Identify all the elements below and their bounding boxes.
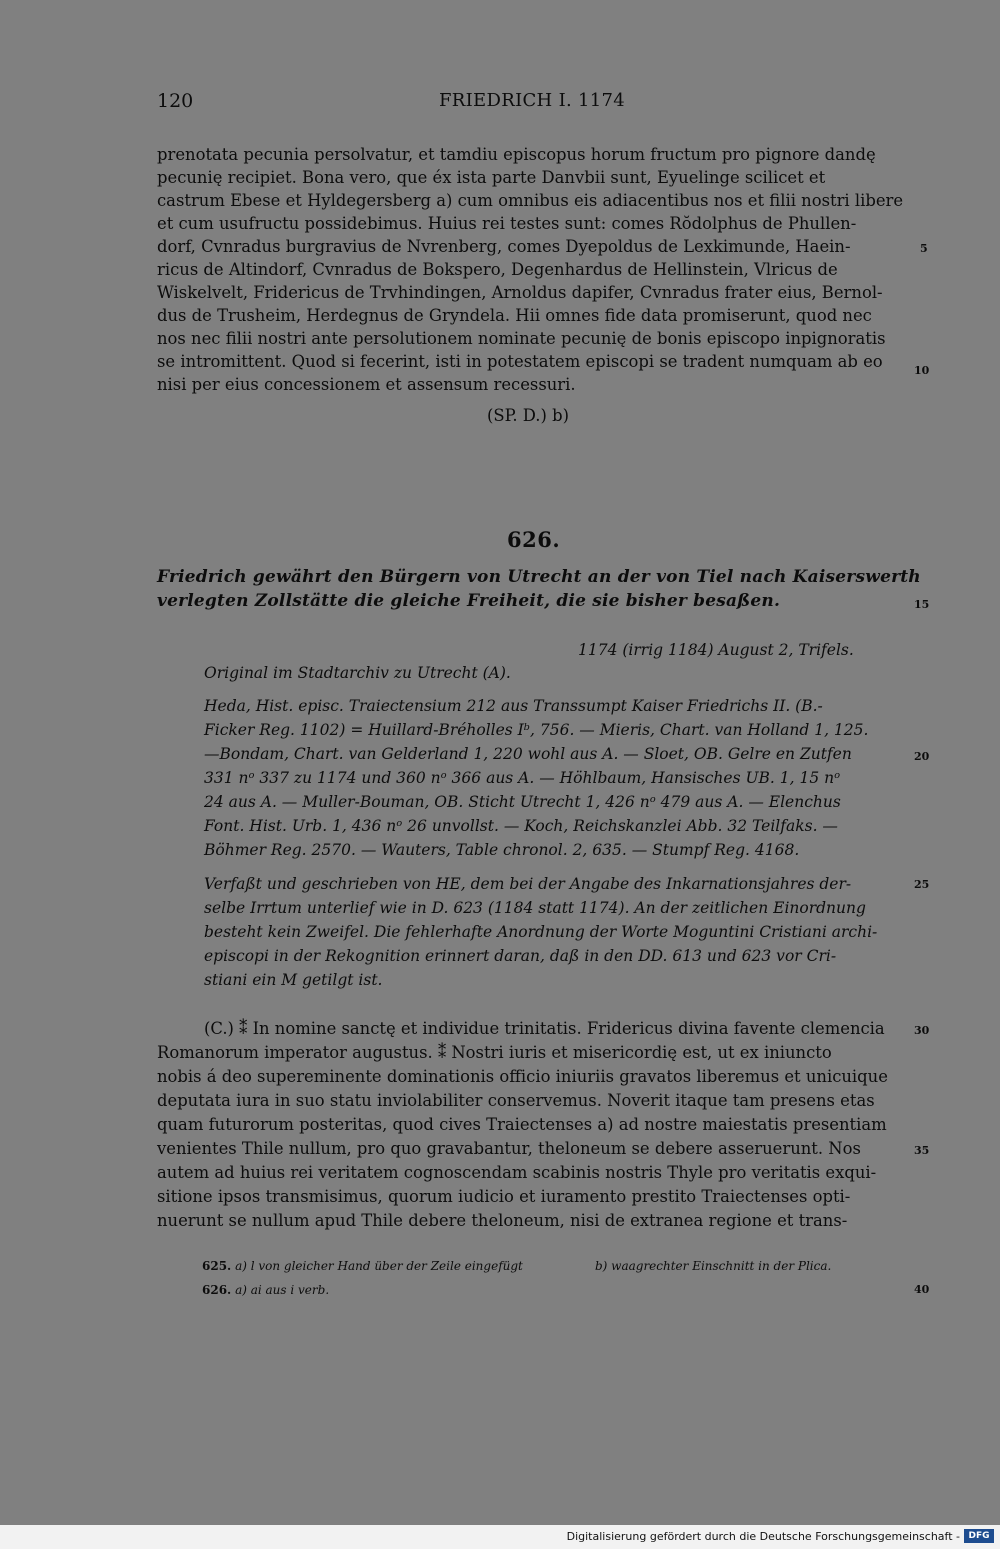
dfg-logo[interactable]: DFG [964,1529,994,1543]
charter-line: venientes Thile nullum, pro quo gravabantur, theloneum se debere asseruerunt. Nos [157,1139,861,1158]
commentary-line: selbe Irrtum unterlief wie in D. 623 (1184 statt 1174). An der zeitlichen Einordnung [204,899,866,917]
running-title: FRIEDRICH I. 1174 [439,90,626,111]
line-number: 35 [914,1144,930,1157]
line-number: 10 [914,364,930,377]
line-number: 40 [914,1283,930,1296]
editions-line: —Bondam, Chart. van Gelderland 1, 220 wohl aus A. — Sloet, OB. Gelre en Zutfen [204,745,852,763]
editions-line: Font. Hist. Urb. 1, 436 nᵒ 26 unvollst. — Koch, Reichskanzlei Abb. 32 Teilfaks. — [204,817,838,835]
text-line: castrum Ebese et Hyldegersberg a) cum omnibus eis adiacentibus nos et filii nostri libere [157,191,904,210]
editions-line: 331 nᵒ 337 zu 1174 und 360 nᵒ 366 aus A. — Höhlbaum, Hansisches UB. 1, 15 nᵒ [204,769,841,787]
funding-text: Digitalisierung gefördert durch die Deutsche Forschungsgemeinschaft - [566,1530,960,1543]
editions-line: Ficker Reg. 1102) = Huillard-Bréholles Iᵇ, 756. — Mieris, Chart. van Holland 1, 125. [204,721,869,739]
charter-line: autem ad huius rei veritatem cognoscendam scabinis nostris Thyle pro veritatis exqui- [157,1163,877,1182]
document-summary-line: Friedrich gewährt den Bürgern von Utrecht an der von Tiel nach Kaiserswerth [157,567,921,587]
page-number: 120 [157,90,194,112]
commentary-line: stiani ein M getilgt ist. [204,971,383,989]
footnote-a: a) l von gleicher Hand über der Zeile eingefügt [235,1259,523,1273]
running-head [157,90,902,118]
line-number: 15 [914,598,930,611]
text-line: dorf, Cvnradus burgravius de Nvrenberg, comes Dyepoldus de Lexkimunde, Haein- [157,237,851,256]
text-line: nisi per eius concessionem et assensum recessuri. [157,375,576,394]
funding-bar [0,1525,1000,1549]
line-number: 30 [914,1024,930,1037]
original-note: Original im Stadtarchiv zu Utrecht (A). [204,664,511,682]
text-line: Wiskelvelt, Fridericus de Trvhindingen, Arnoldus dapifer, Cvnradus frater eius, Bernol- [157,283,883,302]
document-number: 626. [507,527,561,552]
text-line: ricus de Altindorf, Cvnradus de Bokspero, Degenhardus de Hellinstein, Vlricus de [157,260,838,279]
footnote-626 [202,1283,329,1297]
charter-line: Romanorum imperator augustus. ⁑ Nostri iuris et misericordię est, ut ex iniuncto [157,1043,832,1062]
text-line: et cum usufructu possidebimus. Huius rei testes sunt: comes Rŏdolphus de Phullen- [157,214,857,233]
charter-line: sitione ipsos transmisimus, quorum iudicio et iuramento prestito Traiectenses opti- [157,1187,851,1206]
commentary-line: Verfaßt und geschrieben von HE, dem bei der Angabe des Inkarnationsjahres der- [204,875,852,893]
seal-note: (SP. D.) b) [487,406,570,425]
text-line: prenotata pecunia persolvatur, et tamdiu episcopus horum fructum pro pignore dandę [157,145,876,164]
charter-line: quam futurorum posteritas, quod cives Traiectenses a) ad nostre maiestatis presentiam [157,1115,887,1134]
editions-line: Böhmer Reg. 2570. — Wauters, Table chronol. 2, 635. — Stumpf Reg. 4168. [204,841,800,859]
line-number: 20 [914,750,930,763]
footnote-a: a) ai aus i verb. [235,1283,330,1297]
editions-line: 24 aus A. — Muller-Bouman, OB. Sticht Utrecht 1, 426 nᵒ 479 aus A. — Elenchus [204,793,841,811]
text-line: pecunię recipiet. Bona vero, que éx ista parte Danvbii sunt, Eyuelinge scilicet et [157,168,826,187]
commentary-line: besteht kein Zweifel. Die fehlerhafte Anordnung der Worte Moguntini Cristiani archi- [204,923,878,941]
footnote-number: 626. [202,1283,232,1297]
text-line: dus de Trusheim, Herdegnus de Gryndela. Hii omnes fide data promiserunt, quod nec [157,306,872,325]
charter-line: deputata iura in suo statu inviolabiliter conservemus. Noverit itaque tam presens etas [157,1091,875,1110]
document-date: 1174 (irrig 1184) August 2, Trifels. [578,641,854,659]
footnote-625 [202,1259,523,1273]
line-number: 25 [914,878,930,891]
text-line: se intromittent. Quod si fecerint, isti in potestatem episcopi se tradent numquam ab eo [157,352,883,371]
charter-line: nobis á deo supereminente dominationis officio iniuriis gravatos liberemus et unicuique [157,1067,888,1086]
commentary-line: episcopi in der Rekognition erinnert daran, daß in den DD. 613 und 623 vor Cri- [204,947,837,965]
line-number: 5 [920,242,928,255]
editions-line: Heda, Hist. episc. Traiectensium 212 aus Transsumpt Kaiser Friedrichs II. (B.- [204,697,823,715]
footnote-number: 625. [202,1259,232,1273]
text-line: nos nec filii nostri ante persolutionem nominate pecunię de bonis episcopo inpignoratis [157,329,886,348]
charter-line: nuerunt se nullum apud Thile debere theloneum, nisi de extranea regione et trans- [157,1211,848,1230]
document-summary-line: verlegten Zollstätte die gleiche Freiheit, die sie bisher besaßen. [157,591,781,611]
footnote-625-b: b) waagrechter Einschnitt in der Plica. [595,1259,832,1273]
charter-line: (C.) ⁑ In nomine sanctę et individue trinitatis. Fridericus divina favente clemencia [204,1019,885,1038]
